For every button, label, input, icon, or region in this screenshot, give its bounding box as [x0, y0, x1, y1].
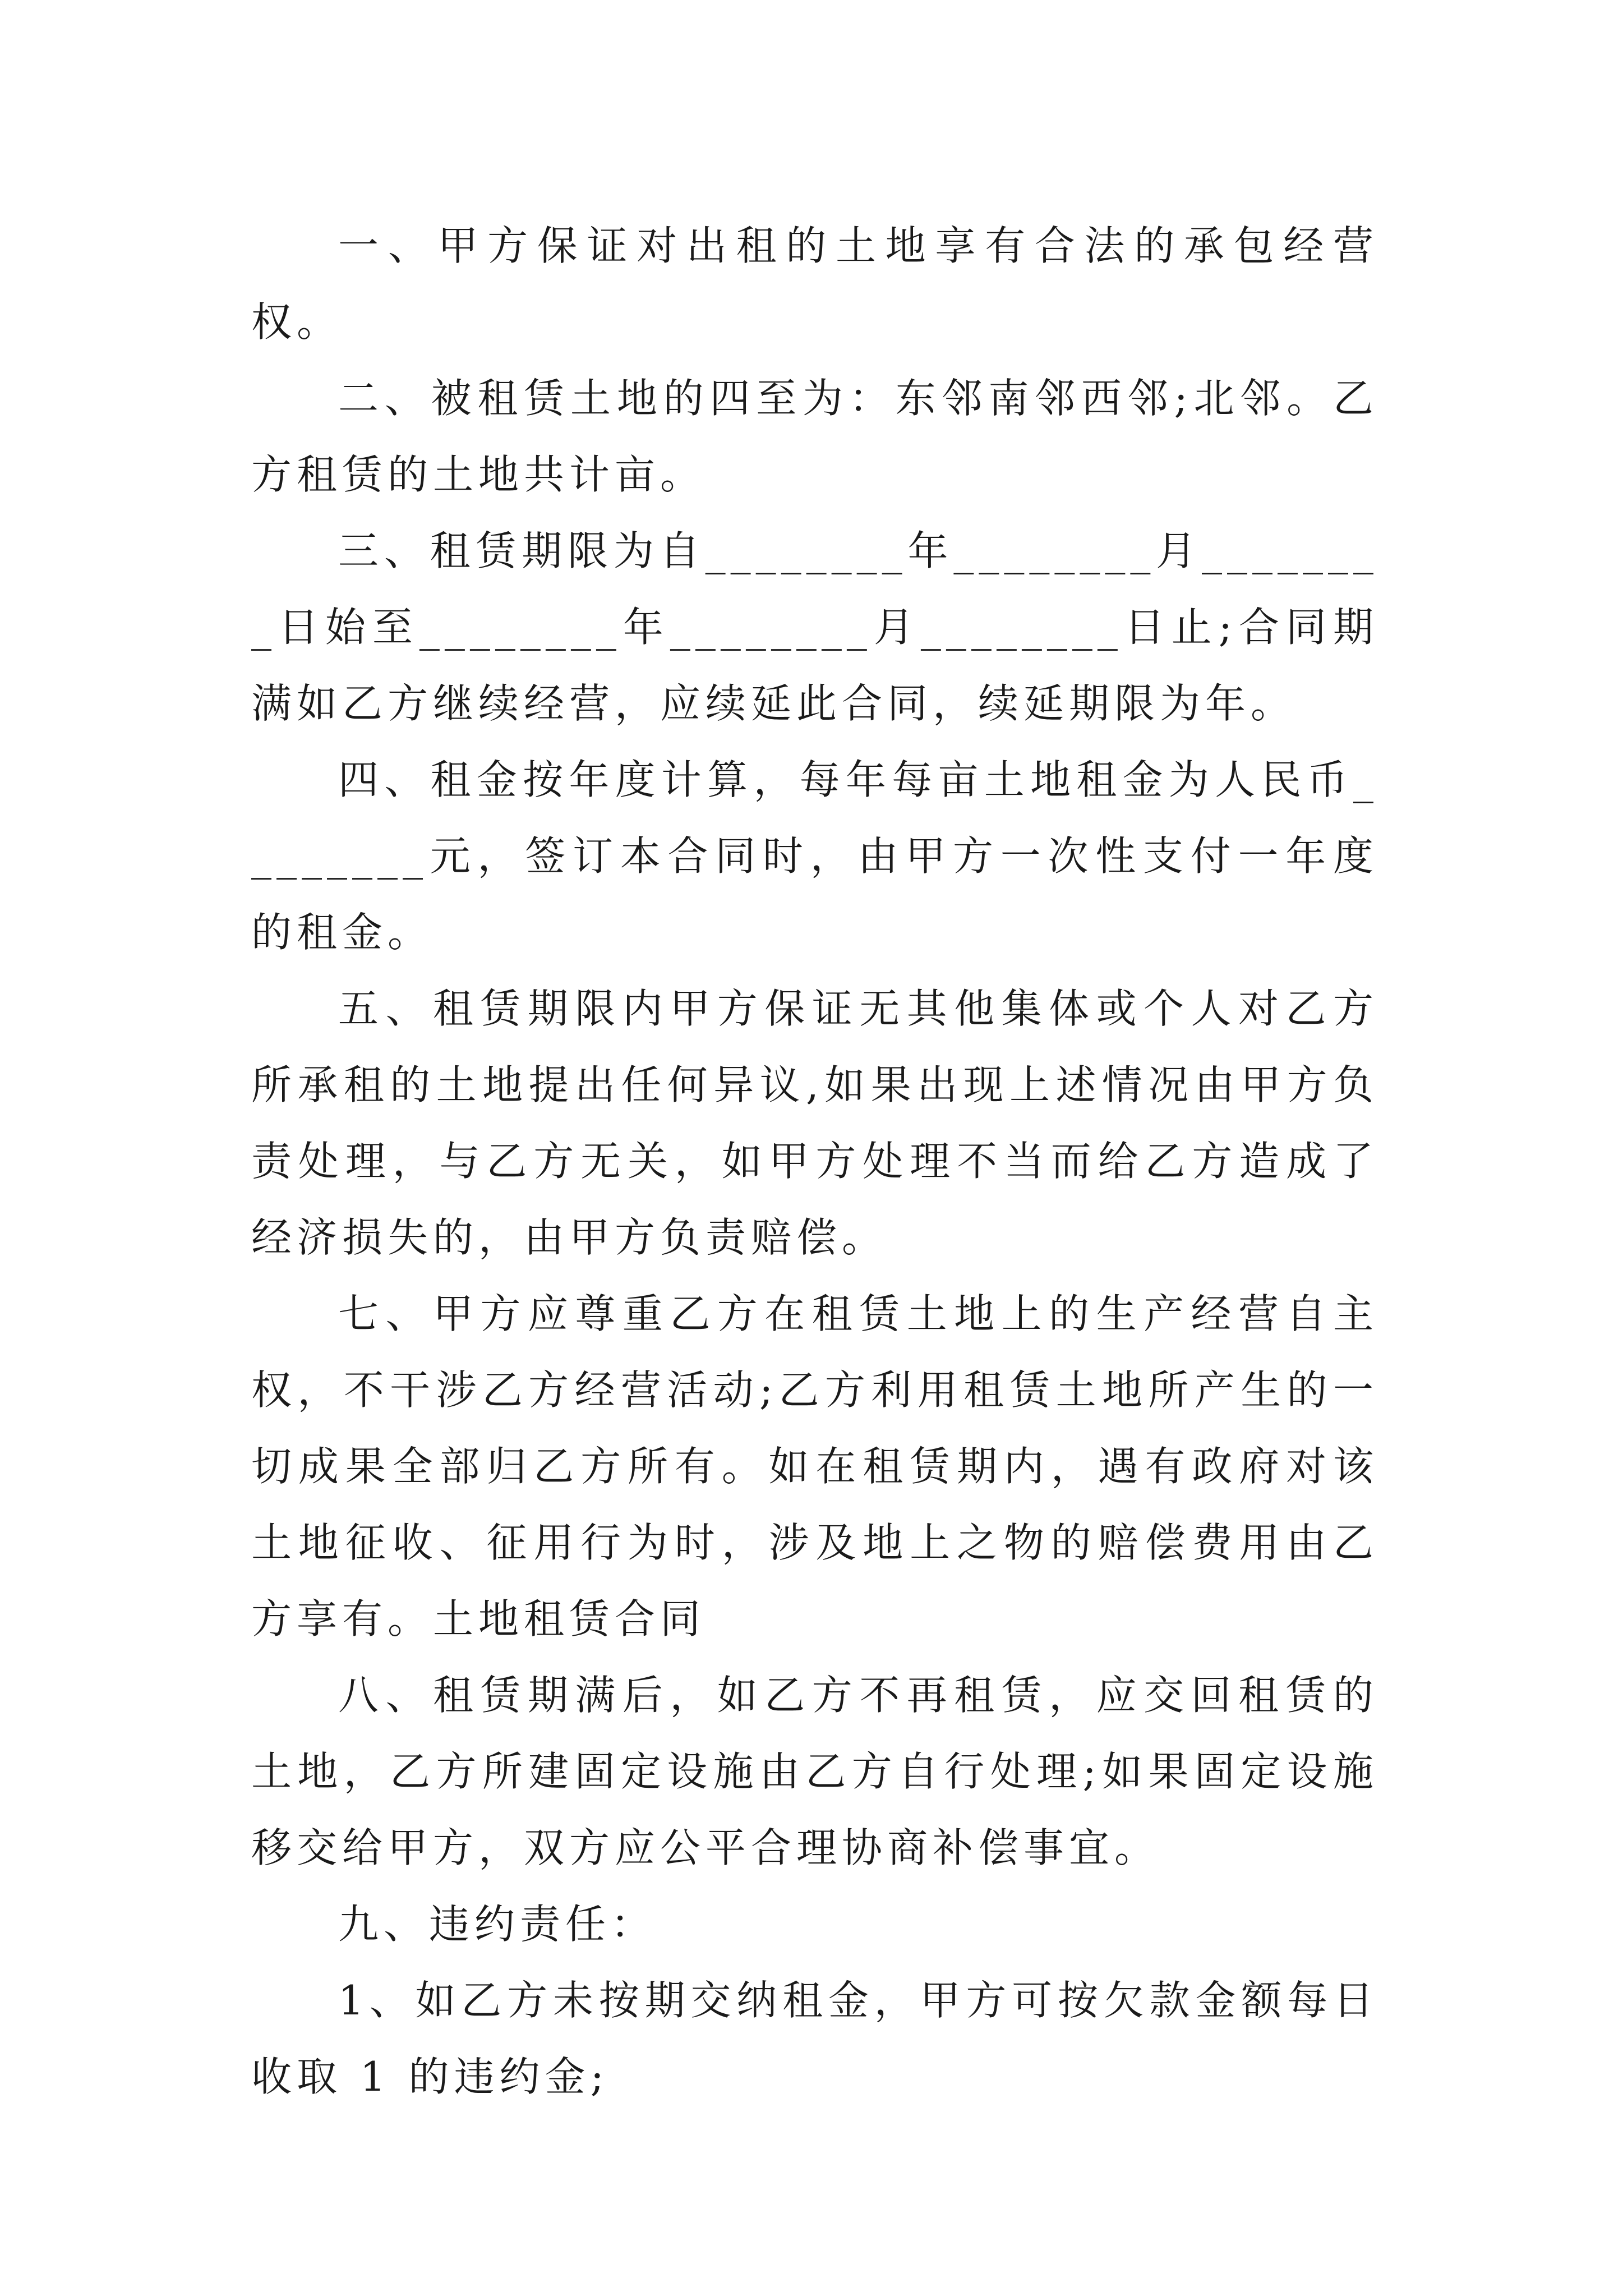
- clause-8: 八、租赁期满后，如乙方不再租赁，应交回租赁的土地，乙方所建固定设施由乙方自行处理;如果固定设施移交给甲方，双方应公平合理协商补偿事宜。: [251, 1672, 1378, 1871]
- clause-5: 五、租赁期限内甲方保证无其他集体或个人对乙方所承租的土地提出任何异议,如果出现上述情况由甲方负责处理，与乙方无关，如甲方处理不当而给乙方造成了经济损失的，由甲方负责赔偿。: [251, 985, 1378, 1261]
- clause-2: 二、被租赁土地的四至为：东邻南邻西邻;北邻。乙方租赁的土地共计亩。: [251, 375, 1378, 498]
- clause-9-heading: 九、违约责任：: [338, 1901, 657, 1948]
- clause-7: 七、甲方应尊重乙方在租赁土地上的生产经营自主权，不干涉乙方经营活动;乙方利用租赁土地所产生的一切成果全部归乙方所有。如在租赁期内，遇有政府对该土地征收、征用行为时，涉及地上之物的赔偿费用由乙方享有。土地租赁合同: [251, 1290, 1378, 1642]
- clause-4: 四、租金按年度计算，每年每亩土地租金为人民币________元，签订本合同时，由甲方一次性支付一年度的租金。: [251, 756, 1378, 956]
- document-page: [251, 208, 1378, 2115]
- clause-1: 一、甲方保证对出租的土地享有合法的承包经营权。: [251, 222, 1378, 346]
- clause-3: 三、租赁期限为自________年________月________日始至________年________月________日止;合同期满如乙方继续经营，应续延此合同，续延期限为年。: [251, 527, 1378, 727]
- clause-9-item-1: 1、如乙方未按期交纳租金，甲方可按欠款金额每日收取 1 的违约金;: [251, 1977, 1378, 2100]
